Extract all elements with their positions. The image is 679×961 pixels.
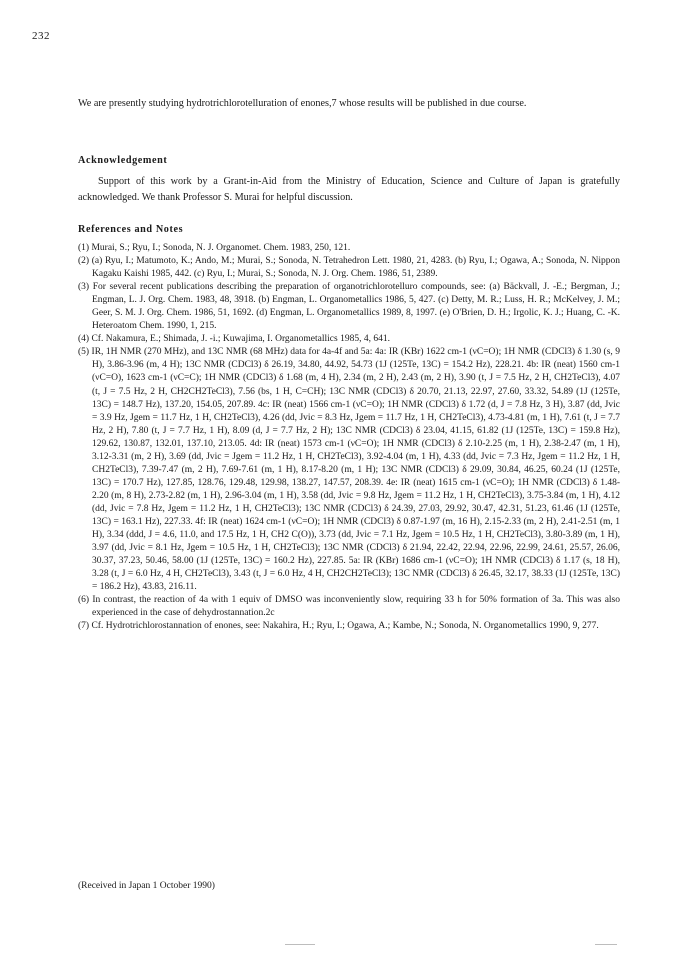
- bottom-edge-mark: [285, 944, 315, 945]
- acknowledgement-heading: Acknowledgement: [78, 155, 168, 166]
- reference-item: (4) Cf. Nakamura, E.; Shimada, J. -i.; Kuwajima, I. Organometallics 1985, 4, 641.: [78, 334, 390, 345]
- reference-item: (6) In contrast, the reaction of 4a with 1 equiv of DMSO was inconveniently slow, requiring 33 h for 50% formation of 3a. This was also experienced in the case of dehydrostannation.2c: [78, 595, 620, 619]
- received-date: (Received in Japan 1 October 1990): [78, 881, 215, 891]
- page-number: 232: [32, 30, 50, 42]
- reference-item: (5) IR, 1H NMR (270 MHz), and 13C NMR (68 MHz) data for 4a-4f and 5a: 4a: IR (KBr) 1622 cm-1 (νC=O); 1H NMR (CDCl3) δ 1.30 (s, 9 H), 3.86-3.96 (m, 4 H); 13C NMR (CDCl3) δ 26.19, 34.80, 44.92, 54.73 (1J (125Te, 13C) = 154.2 Hz), 228.21. 4b: IR (neat) 1560 cm-1 (νC=O), 1623 cm-1 (νC=C); 1H NMR (CDCl3) δ 1.68 (m, 4 H), 2.34 (m, 2 H), 2.43 (m, 2 H), 3.90 (t, J = 7.5 Hz, 2 H, CH2TeCl3), 4.07 (t, J = 7.5 Hz, 2 H, CH2CH2TeCl3), 7.56 (bs, 1 H, C=CH); 13C NMR (CDCl3) δ 20.70, 21.13, 22.97, 27.60, 33.32, 54.89 (1J (125Te, 13C) = 148.7 Hz), 137.20, 154.05, 207.89. 4c: IR (neat) 1566 cm-1 (νC=O); 1H NMR (CDCl3) δ 1.72 (d, J = 7.8 Hz, 3 H), 3.87 (dd, Jvic = 3.9 Hz, Jgem = 11.7 Hz, 1 H, CH2TeCl3), 4.26 (dd, Jvic = 8.3 Hz, Jgem = 11.7 Hz, 1 H, CH2TeCl3), 4.73-4.81 (m, 1 H), 7.61 (t, J = 7.7 Hz, 2 H), 7.80 (t, J = 7.7 Hz, 1 H), 8.09 (d, J = 7.7 Hz, 2 H); 13C NMR (CDCl3) δ 23.04, 41.15, 61.82 (1J (125Te, 13C) = 159.8 Hz), 129.62, 130.87, 132.01, 137.10, 213.05. 4d: IR (neat) 1573 cm-1 (νC=O); 1H NMR (CDCl3) δ 2.10-2.25 (m, 1 H), 2.38-2.47 (m, 1 H), 3.12-3.31 (m, 2 H), 3.69 (dd, Jvic = Jgem = 11.2 Hz, 1 H, CH2TeCl3), 3.92-4.04 (m, 1 H), 4.33 (dd, Jvic = 7.3 Hz, Jgem = 11.2 Hz, 1 H, CH2TeCl3), 7.39-7.47 (m, 2 H), 7.69-7.61 (m, 1 H), 8.17-8.20 (m, 1 H); 13C NMR (CDCl3) δ 29.09, 30.84, 46.25, 60.24 (1J (125Te, 13C) = 170.7 Hz), 127.85, 128.76, 129.48, 129.98, 138.27, 147.57, 208.39. 4e: IR (neat) 1615 cm-1 (νC=O); 1H NMR (CDCl3) δ 1.48-2.20 (m, 8 H), 2.73-2.82 (m, 1 H), 2.96-3.04 (m, 1 H), 3.58 (dd, Jvic = 9.8 Hz, Jgem = 11.2 Hz, 1 H, CH2TeCl3), 3.75-3.84 (m, 1 H), 4.12 (dd, Jvic = 7.8 Hz, Jgem = 11.2 Hz, 1 H, CH2TeCl3); 13C NMR (CDCl3) δ 24.39, 27.03, 29.92, 30.47, 42.31, 51.23, 61.46 (1J (125Te, 13C) = 163.1 Hz), 227.33. 4f: IR (neat) 1624 cm-1 (νC=O); 1H NMR (CDCl3) δ 0.87-1.97 (m, 16 H), 2.15-2.33 (m, 2 H), 2.41-2.51 (m, 1 H), 3.34 (ddd, J = 4.6, 11.0, and 17.5 Hz, 1 H, CH2 C(O)), 3.73 (dd, Jvic = 7.1 Hz, Jgem = 10.5 Hz, 1 H, CH2TeCl3), 3.80-3.89 (m, 1 H), 3.97 (dd, Jvic = 8.1 Hz, Jgem = 10.5 Hz, 1 H, CH2TeCl3); 13C NMR (CDCl3) δ 21.94, 22.42, 22.94, 22.96, 22.99, 24.61, 25.57, 26.06, 30.37, 37.23, 50.46, 58.00 (1J (125Te, 13C) = 160.2 Hz), 227.85. 5a: IR (KBr) 1686 cm-1 (νC=O); 1H NMR (CDCl3) δ 1.17 (s, 18 H), 3.28 (t, J = 6.0 Hz, 4 H, CH2TeCl3), 3.43 (t, J = 6.0 Hz, 4 H, CH2CH2TeCl3); 13C NMR (CDCl3) δ 26.45, 32.17, 38.33 (1J (125Te, 13C) = 186.2 Hz), 43.83, 216.11.: [78, 347, 620, 593]
- reference-item: (1) Murai, S.; Ryu, I.; Sonoda, N. J. Organomet. Chem. 1983, 250, 121.: [78, 243, 351, 253]
- reference-item: (2) (a) Ryu, I.; Matumoto, K.; Ando, M.; Murai, S.; Sonoda, N. Tetrahedron Lett. 1980, 21, 4283. (b) Ryu, I.; Ogawa, A.; Sonoda, N. Nippon Kagaku Kaishi 1985, 442. (c) Ryu, I.; Murai, S.; Sonoda, N. J. Org. Chem. 1986, 51, 2389.: [78, 256, 620, 280]
- reference-item: (3) For several recent publications describing the preparation of organotrichlorotelluro compounds, see: (a) Bäckvall, J. -E.; Bergman, J.; Engman, L. J. Org. Chem. 1983, 48, 3918. (b) Engman, L. Organometallics 1986, 5, 427. (c) Detty, M. R.; Luss, H. R.; McKelvey, J. M.; Geer, S. M. J. Org. Chem. 1986, 51, 1692. (d) Engman, L. Organometallics 1989, 8, 1997. (e) O'Brien, D. H.; Irgolic, K. J.; Huang, C. -K. Heteroatom Chem. 1990, 1, 215.: [78, 282, 620, 332]
- references-heading: References and Notes: [78, 224, 184, 235]
- bottom-edge-mark: [595, 944, 617, 945]
- reference-item: (7) Cf. Hydrotrichlorostannation of enones, see: Nakahira, H.; Ryu, I.; Ogawa, A.; Kambe, N.; Sonoda, N. Organometallics 1990, 9, 277.: [78, 621, 599, 632]
- reference-list: [78, 242, 620, 633]
- acknowledgement-text: Support of this work by a Grant-in-Aid from the Ministry of Education, Science and Culture of Japan is gratefully acknowledged. We thank Professor S. Murai for helpful discussion.: [78, 176, 620, 203]
- intro-paragraph: We are presently studying hydrotrichlorotelluration of enones,7 whose results will be published in due course.: [78, 98, 527, 109]
